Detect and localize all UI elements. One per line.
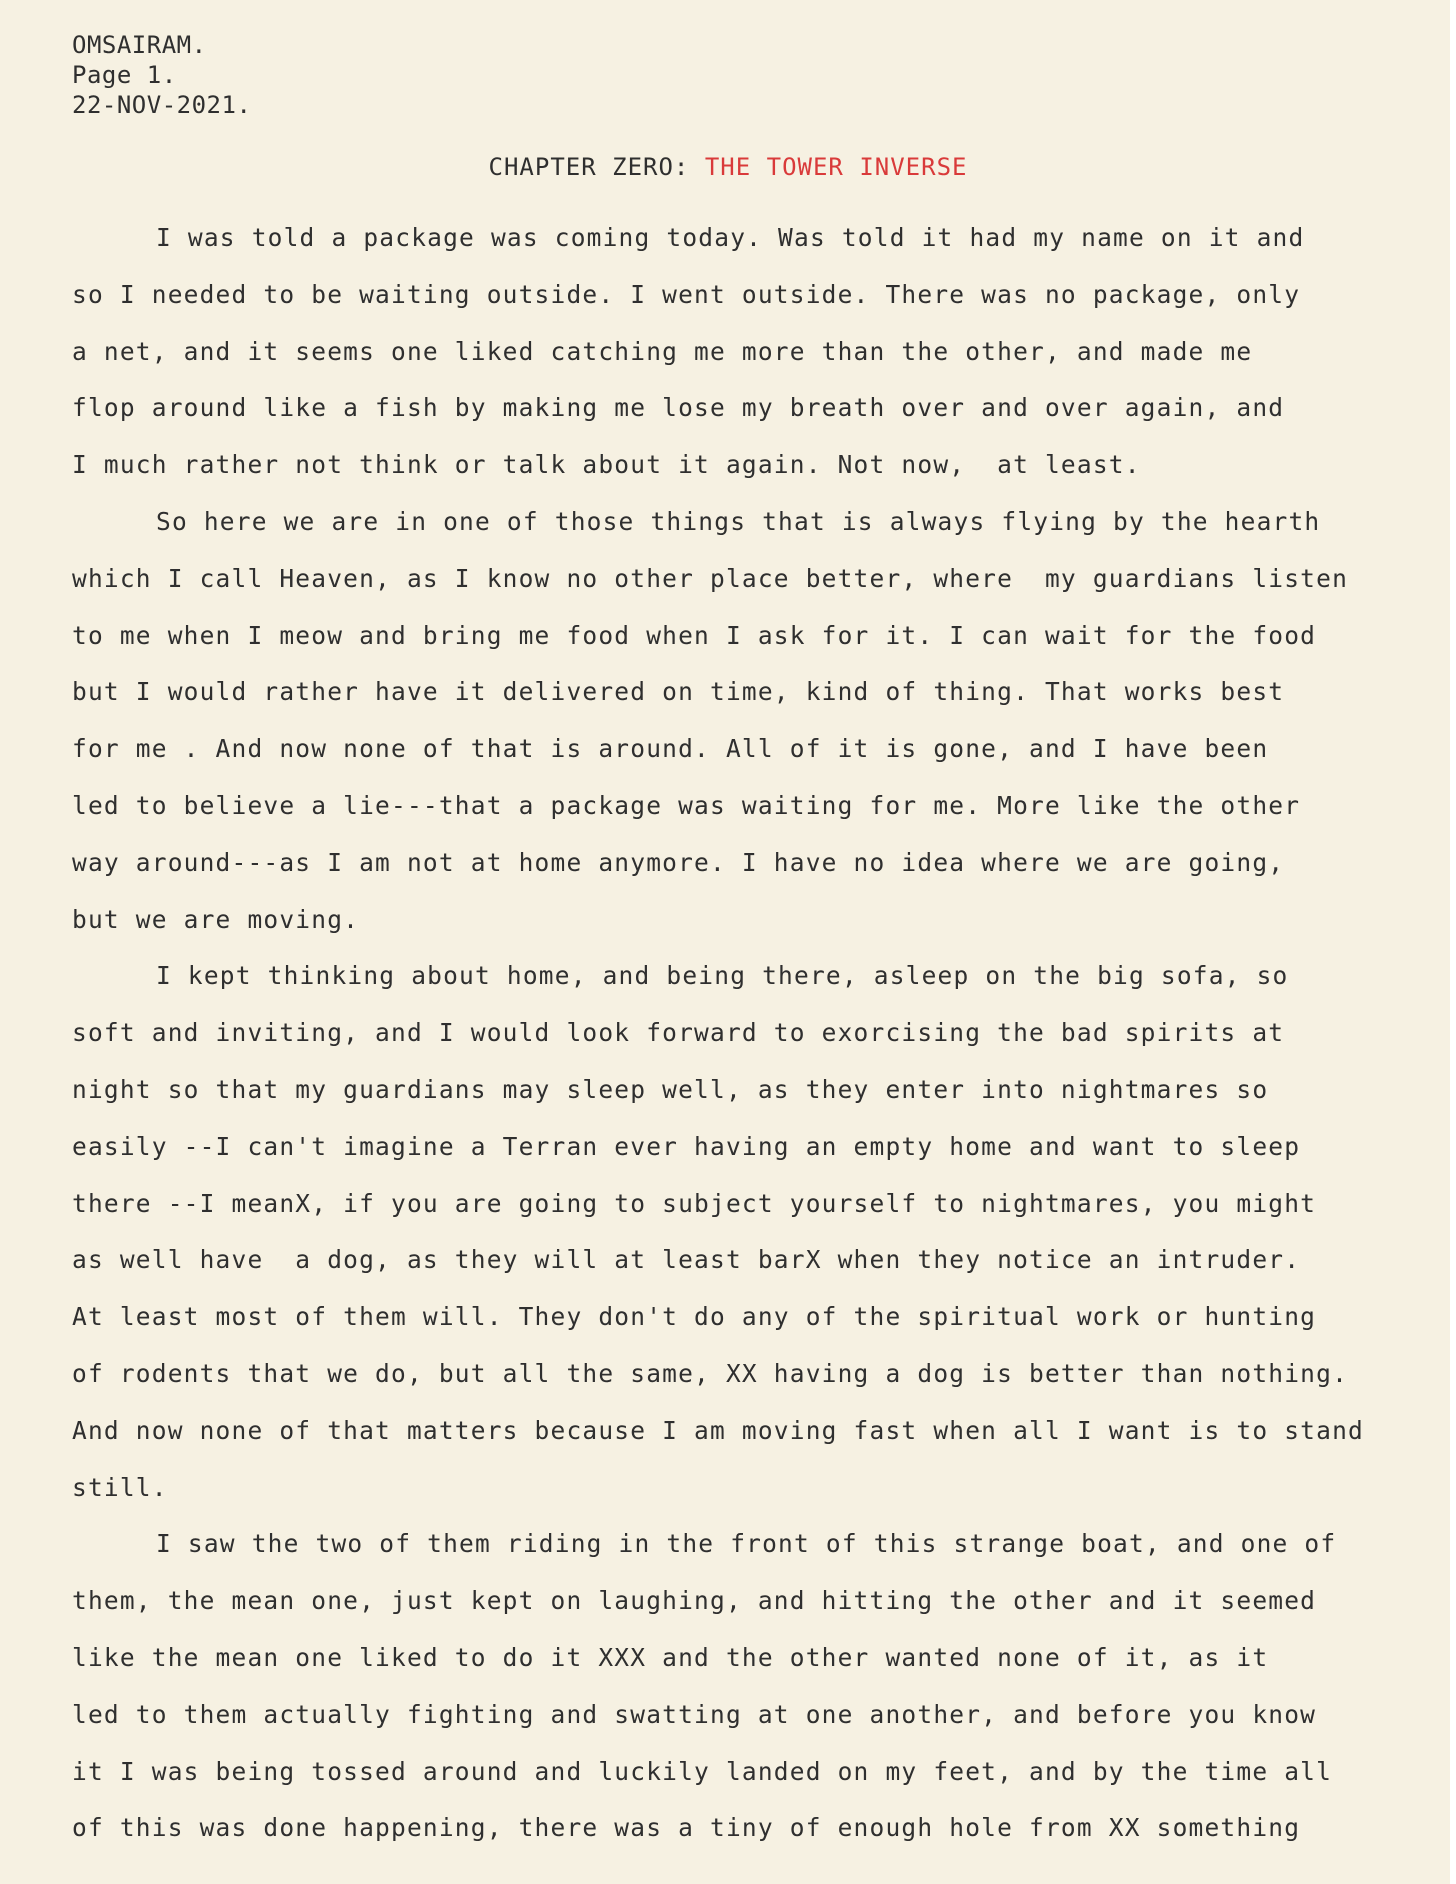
text-line-content: to me when I meow and bring me food when I ask for it. I can wait for the food xyxy=(72,620,1317,650)
text-line xyxy=(72,1176,1452,1233)
text-line xyxy=(72,1403,1452,1460)
text-line-content: led to them actually fighting and swatting at one another, and before you know xyxy=(72,1699,1317,1729)
text-line xyxy=(72,664,1452,721)
text-line-content: still. xyxy=(72,1472,168,1502)
text-line-content: I kept thinking about home, and being there, asleep on the big sofa, so xyxy=(156,961,1289,991)
page-header xyxy=(72,30,251,120)
text-line-content: flop around like a fish by making me lose my breath over and over again, and xyxy=(72,393,1285,423)
text-line-content: At least most of them will. They don't do any of the spiritual work or hunting xyxy=(72,1302,1317,1332)
text-line xyxy=(72,608,1452,665)
text-line-content: soft and inviting, and I would look forward to exorcising the bad spirits at xyxy=(72,1018,1285,1048)
text-line xyxy=(72,1005,1452,1062)
text-line-content: them, the mean one, just kept on laughing, and hitting the other and it seemed xyxy=(72,1586,1317,1616)
text-line-content: I was told a package was coming today. Was told it had my name on it and xyxy=(156,223,1305,252)
text-line-content: for me . And now none of that is around. All of it is gone, and I have been xyxy=(72,734,1269,764)
text-line-content: like the mean one liked to do it XXX and the other wanted none of it, as it xyxy=(72,1642,1269,1672)
text-line-content: So here we are in one of those things that is always flying by the hearth xyxy=(156,506,1321,536)
page-edge xyxy=(1450,0,1456,1884)
text-line xyxy=(72,1119,1452,1176)
text-line-content: so I needed to be waiting outside. I went outside. There was no package, only xyxy=(72,279,1301,309)
text-line-content: a net, and it seems one liked catching me more than the other, and made me xyxy=(72,336,1253,366)
chapter-heading xyxy=(0,152,1456,182)
text-line xyxy=(72,1232,1452,1289)
text-line xyxy=(72,267,1452,324)
text-line-content: led to believe a lie---that a package was waiting for me. More like the other xyxy=(72,790,1301,820)
header-page-number: Page 1. xyxy=(72,61,177,89)
text-line-content: I much rather not think or talk about it again. Not now, at least. xyxy=(72,450,1141,480)
text-line xyxy=(72,892,1452,949)
text-line xyxy=(72,721,1452,778)
text-line-content: And now none of that matters because I am moving fast when all I want is to stand xyxy=(72,1415,1364,1445)
header-line-1: OMSAIRAM. xyxy=(72,31,207,59)
text-line xyxy=(72,210,1452,267)
chapter-title: THE TOWER INVERSE xyxy=(704,153,968,181)
text-line xyxy=(72,948,1452,1005)
text-line xyxy=(72,1744,1452,1801)
text-line xyxy=(72,1516,1452,1573)
text-line xyxy=(72,835,1452,892)
text-line xyxy=(72,324,1452,381)
text-line-content: of rodents that we do, but all the same, XX having a dog is better than nothing. xyxy=(72,1358,1349,1388)
body-text xyxy=(72,210,1452,1857)
text-line-content: easily --I can't imagine a Terran ever having an empty home and want to sleep xyxy=(72,1131,1301,1161)
chapter-prefix: CHAPTER ZERO: xyxy=(488,153,690,181)
text-line-content: which I call Heaven, as I know no other place better, where my guardians listen xyxy=(72,563,1349,593)
text-line xyxy=(72,1062,1452,1119)
text-line xyxy=(72,1460,1452,1517)
text-line xyxy=(72,1800,1452,1857)
text-line-content: night so that my guardians may sleep well, as they enter into nightmares so xyxy=(72,1074,1269,1104)
text-line-content: but we are moving. xyxy=(72,904,360,934)
text-line-content: as well have a dog, as they will at least barX when they notice an intruder. xyxy=(72,1245,1301,1275)
text-line xyxy=(72,551,1452,608)
text-line-content: but I would rather have it delivered on time, kind of thing. That works best xyxy=(72,677,1285,707)
text-line-content: I saw the two of them riding in the front of this strange boat, and one of xyxy=(156,1529,1337,1559)
text-line xyxy=(72,380,1452,437)
text-line xyxy=(72,1346,1452,1403)
text-line-content: it I was being tossed around and luckily landed on my feet, and by the time all xyxy=(72,1756,1333,1786)
text-line xyxy=(72,1630,1452,1687)
text-line-content: there --I meanX, if you are going to subject yourself to nightmares, you might xyxy=(72,1188,1317,1218)
text-line xyxy=(72,494,1452,551)
text-line xyxy=(72,437,1452,494)
text-line xyxy=(72,1687,1452,1744)
text-line xyxy=(72,1289,1452,1346)
text-line xyxy=(72,1573,1452,1630)
text-line-content: way around---as I am not at home anymore. I have no idea where we are going, xyxy=(72,847,1285,877)
text-line-content: of this was done happening, there was a tiny of enough hole from XX something xyxy=(72,1813,1301,1843)
header-date: 22-NOV-2021. xyxy=(72,91,252,119)
text-line xyxy=(72,778,1452,835)
